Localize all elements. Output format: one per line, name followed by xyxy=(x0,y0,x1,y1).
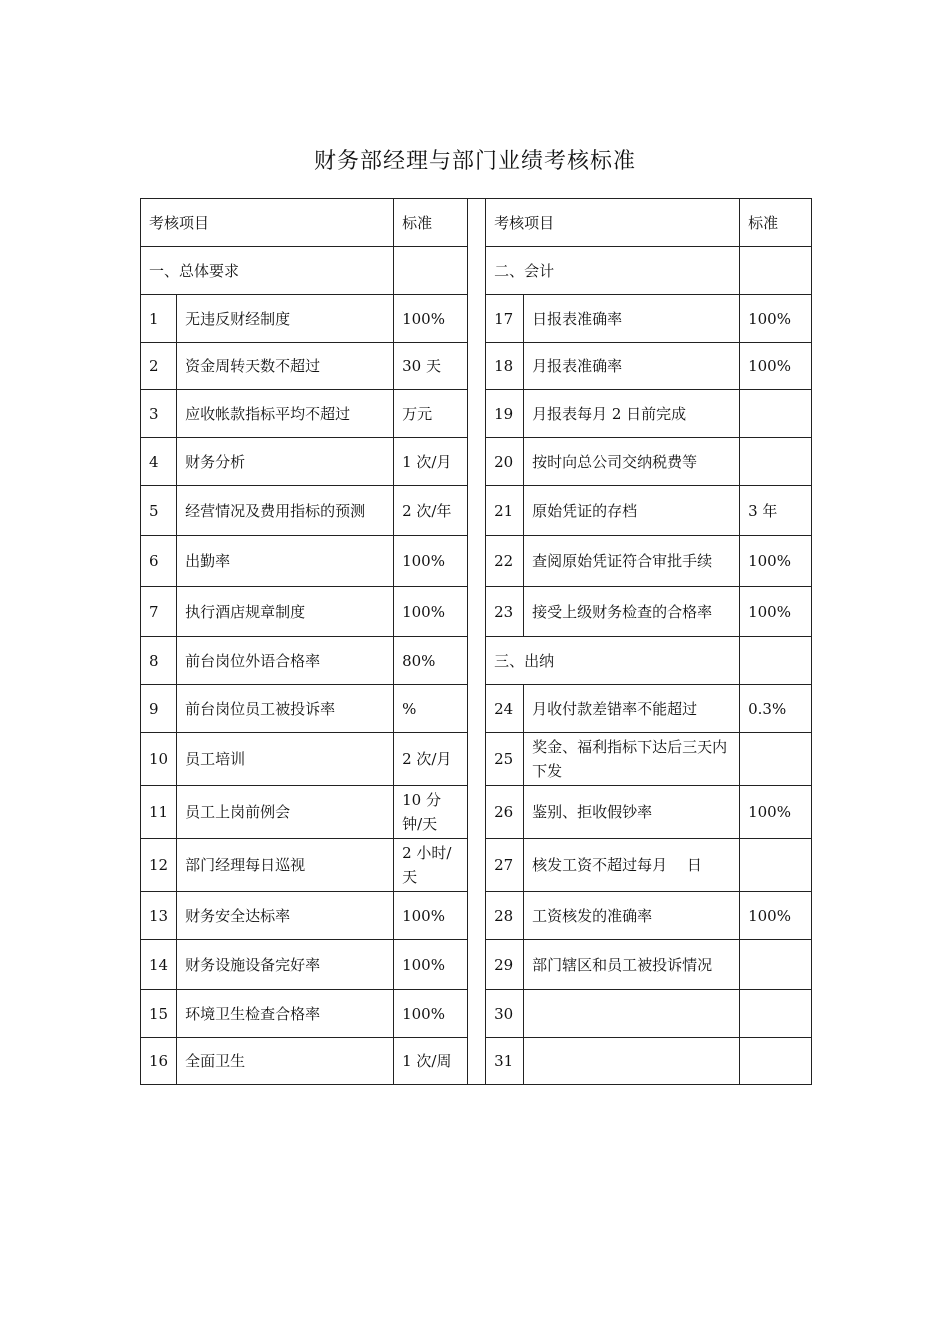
item-standard: 1 次/周 xyxy=(394,1038,468,1085)
item-standard: 30 天 xyxy=(394,343,468,390)
item-number: 17 xyxy=(486,295,524,343)
item-number: 20 xyxy=(486,438,524,486)
item-name: 月报表准确率 xyxy=(524,343,740,390)
item-name: 环境卫生检查合格率 xyxy=(177,990,394,1038)
item-standard xyxy=(740,733,812,786)
item-number: 31 xyxy=(486,1038,524,1085)
page-title: 财务部经理与部门业绩考核标准 xyxy=(313,149,636,174)
item-standard: 100% xyxy=(740,786,812,839)
item-number: 14 xyxy=(141,940,177,990)
item-standard xyxy=(740,990,812,1038)
item-standard: 100% xyxy=(740,536,812,587)
item-name: 原始凭证的存档 xyxy=(524,486,740,536)
item-name: 按时向总公司交纳税费等 xyxy=(524,438,740,486)
item-number: 16 xyxy=(141,1038,177,1085)
item-name: 月收付款差错率不能超过 xyxy=(524,685,740,733)
item-number: 13 xyxy=(141,892,177,940)
item-name: 接受上级财务检查的合格率 xyxy=(524,587,740,637)
item-name: 财务安全达标率 xyxy=(177,892,394,940)
item-number: 25 xyxy=(486,733,524,786)
item-standard: 100% xyxy=(740,295,812,343)
item-name: 奖金、福利指标下达后三天内下发 xyxy=(524,733,740,786)
item-standard: 100% xyxy=(394,295,468,343)
item-number: 26 xyxy=(486,786,524,839)
item-number: 19 xyxy=(486,390,524,438)
section-title: 一、总体要求 xyxy=(141,247,394,295)
item-name: 经营情况及费用指标的预测 xyxy=(177,486,394,536)
item-standard: 2 次/年 xyxy=(394,486,468,536)
item-number: 9 xyxy=(141,685,177,733)
item-number: 11 xyxy=(141,786,177,839)
item-name xyxy=(524,1038,740,1085)
item-number: 3 xyxy=(141,390,177,438)
section-title: 二、会计 xyxy=(486,247,740,295)
item-standard: 80% xyxy=(394,637,468,685)
item-name: 应收帐款指标平均不超过 xyxy=(177,390,394,438)
item-name: 无违反财经制度 xyxy=(177,295,394,343)
item-standard: 0.3% xyxy=(740,685,812,733)
item-number: 8 xyxy=(141,637,177,685)
item-name: 执行酒店规章制度 xyxy=(177,587,394,637)
header-item: 考核项目 xyxy=(141,199,394,247)
item-number: 7 xyxy=(141,587,177,637)
item-standard: 100% xyxy=(394,892,468,940)
item-number: 24 xyxy=(486,685,524,733)
item-number: 30 xyxy=(486,990,524,1038)
item-standard: 10 分钟/天 xyxy=(394,786,468,839)
item-standard: 100% xyxy=(394,587,468,637)
item-number: 2 xyxy=(141,343,177,390)
item-number: 28 xyxy=(486,892,524,940)
item-name: 鉴别、拒收假钞率 xyxy=(524,786,740,839)
item-standard: 2 次/月 xyxy=(394,733,468,786)
item-standard: % xyxy=(394,685,468,733)
header-standard: 标准 xyxy=(394,199,468,247)
item-standard xyxy=(740,1038,812,1085)
item-name: 月报表每月 2 日前完成 xyxy=(524,390,740,438)
item-name xyxy=(524,990,740,1038)
item-standard: 100% xyxy=(394,990,468,1038)
item-standard: 3 年 xyxy=(740,486,812,536)
item-standard: 100% xyxy=(394,536,468,587)
item-standard: 2 小时/天 xyxy=(394,839,468,892)
item-name: 出勤率 xyxy=(177,536,394,587)
item-number: 29 xyxy=(486,940,524,990)
section-standard xyxy=(394,247,468,295)
item-name: 部门经理每日巡视 xyxy=(177,839,394,892)
column-gap xyxy=(468,199,486,1085)
item-name: 财务设施设备完好率 xyxy=(177,940,394,990)
item-standard: 100% xyxy=(740,343,812,390)
item-number: 22 xyxy=(486,536,524,587)
section-standard xyxy=(740,247,812,295)
item-name: 部门辖区和员工被投诉情况 xyxy=(524,940,740,990)
header-item-right: 考核项目 xyxy=(486,199,740,247)
item-name: 财务分析 xyxy=(177,438,394,486)
item-standard: 100% xyxy=(740,587,812,637)
item-standard xyxy=(740,438,812,486)
item-number: 15 xyxy=(141,990,177,1038)
item-number: 1 xyxy=(141,295,177,343)
item-number: 21 xyxy=(486,486,524,536)
item-standard: 100% xyxy=(740,892,812,940)
item-standard xyxy=(740,839,812,892)
item-name: 查阅原始凭证符合审批手续 xyxy=(524,536,740,587)
item-number: 23 xyxy=(486,587,524,637)
item-number: 5 xyxy=(141,486,177,536)
item-name: 日报表准确率 xyxy=(524,295,740,343)
item-standard: 1 次/月 xyxy=(394,438,468,486)
item-number: 18 xyxy=(486,343,524,390)
assessment-table xyxy=(140,198,812,1085)
item-number: 27 xyxy=(486,839,524,892)
item-standard xyxy=(740,940,812,990)
item-name: 工资核发的准确率 xyxy=(524,892,740,940)
item-number: 12 xyxy=(141,839,177,892)
header-standard-right: 标准 xyxy=(740,199,812,247)
item-standard: 100% xyxy=(394,940,468,990)
header-row xyxy=(141,199,812,247)
item-name: 前台岗位外语合格率 xyxy=(177,637,394,685)
item-standard xyxy=(740,637,812,685)
item-name: 前台岗位员工被投诉率 xyxy=(177,685,394,733)
section-title: 三、出纳 xyxy=(486,637,740,685)
item-name: 员工上岗前例会 xyxy=(177,786,394,839)
item-standard xyxy=(740,390,812,438)
item-name: 资金周转天数不超过 xyxy=(177,343,394,390)
item-number: 10 xyxy=(141,733,177,786)
item-name: 全面卫生 xyxy=(177,1038,394,1085)
item-name: 核发工资不超过每月 日 xyxy=(524,839,740,892)
item-standard: 万元 xyxy=(394,390,468,438)
item-name: 员工培训 xyxy=(177,733,394,786)
item-number: 6 xyxy=(141,536,177,587)
item-number: 4 xyxy=(141,438,177,486)
